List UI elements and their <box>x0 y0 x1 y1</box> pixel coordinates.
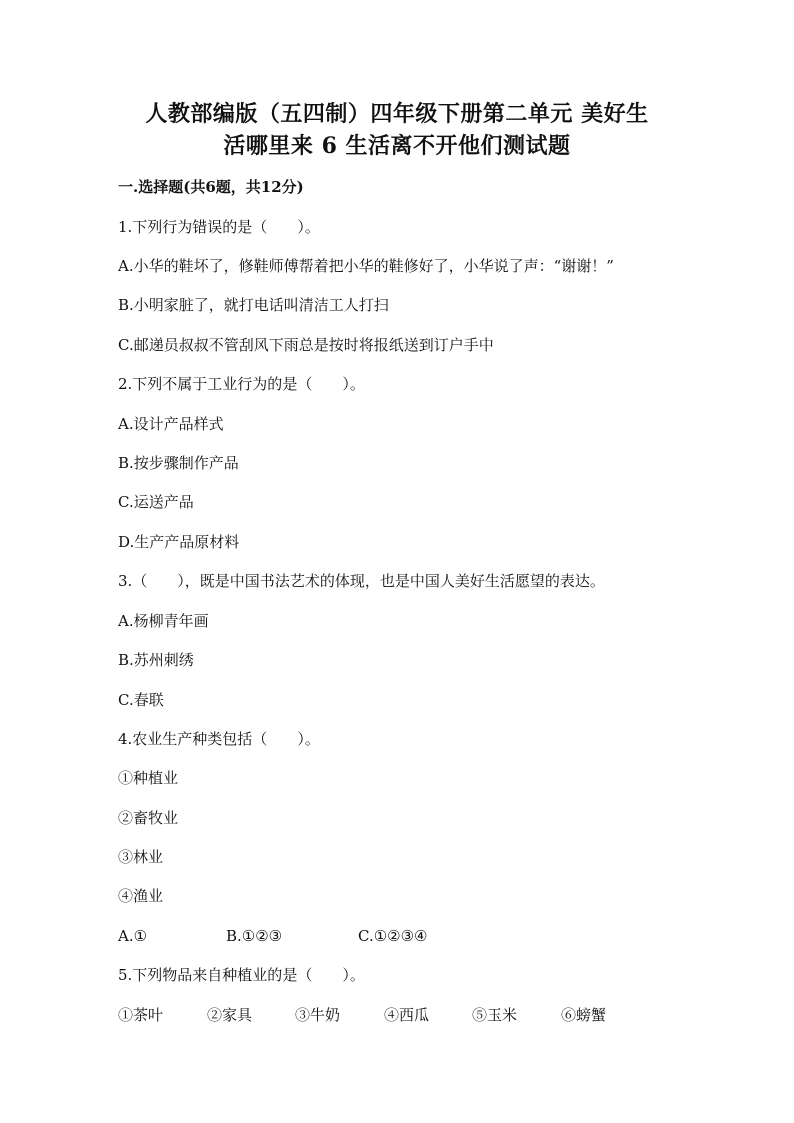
question-4-item-1: ①种植业 <box>118 769 179 787</box>
question-4-option-b: B.①②③ <box>226 927 283 945</box>
document-title-line-1: 人教部编版（五四制）四年级下册第二单元 美好生 <box>145 101 649 127</box>
question-1-option-b: B.小明家脏了，就打电话叫清洁工人打扫 <box>118 296 389 314</box>
question-2-option-c: C.运送产品 <box>118 493 194 511</box>
question-4-option-a: A.① <box>118 927 148 945</box>
question-5-item-6: ⑥螃蟹 <box>561 1006 607 1024</box>
question-4-item-4: ④渔业 <box>118 887 164 905</box>
question-3-option-a: A.杨柳青年画 <box>118 612 209 630</box>
question-3-stem: 3.（ ），既是中国书法艺术的体现，也是中国人美好生活愿望的表达。 <box>118 572 605 590</box>
question-3-option-c: C.春联 <box>118 691 164 709</box>
document-title-line-2: 活哪里来 6 生活离不开他们测试题 <box>223 133 571 159</box>
question-4-item-2: ②畜牧业 <box>118 809 179 827</box>
question-5-item-3: ③牛奶 <box>295 1006 341 1024</box>
question-2-option-b: B.按步骤制作产品 <box>118 454 239 472</box>
question-1-option-c: C.邮递员叔叔不管刮风下雨总是按时将报纸送到订户手中 <box>118 336 494 354</box>
question-2-option-a: A.设计产品样式 <box>118 415 224 433</box>
question-5-item-5: ⑤玉米 <box>472 1006 518 1024</box>
question-3-option-b: B.苏州刺绣 <box>118 651 194 669</box>
question-5-stem: 5.下列物品来自种植业的是（ ）。 <box>118 966 365 984</box>
question-5-item-4: ④西瓜 <box>384 1006 430 1024</box>
question-4-stem: 4.农业生产种类包括（ ）。 <box>118 730 320 748</box>
question-1-option-a: A.小华的鞋坏了，修鞋师傅帮着把小华的鞋修好了，小华说了声：“谢谢！” <box>118 257 614 275</box>
question-1-stem: 1.下列行为错误的是（ ）。 <box>118 218 320 236</box>
question-5-item-1: ①茶叶 <box>118 1006 164 1024</box>
question-4-item-3: ③林业 <box>118 848 164 866</box>
question-2-option-d: D.生产产品原材料 <box>118 533 240 551</box>
question-5-item-2: ②家具 <box>207 1006 253 1024</box>
question-2-stem: 2.下列不属于工业行为的是（ ）。 <box>118 375 365 393</box>
section-heading: 一.选择题(共6题，共12分) <box>118 178 304 196</box>
question-4-option-c: C.①②③④ <box>358 927 428 945</box>
